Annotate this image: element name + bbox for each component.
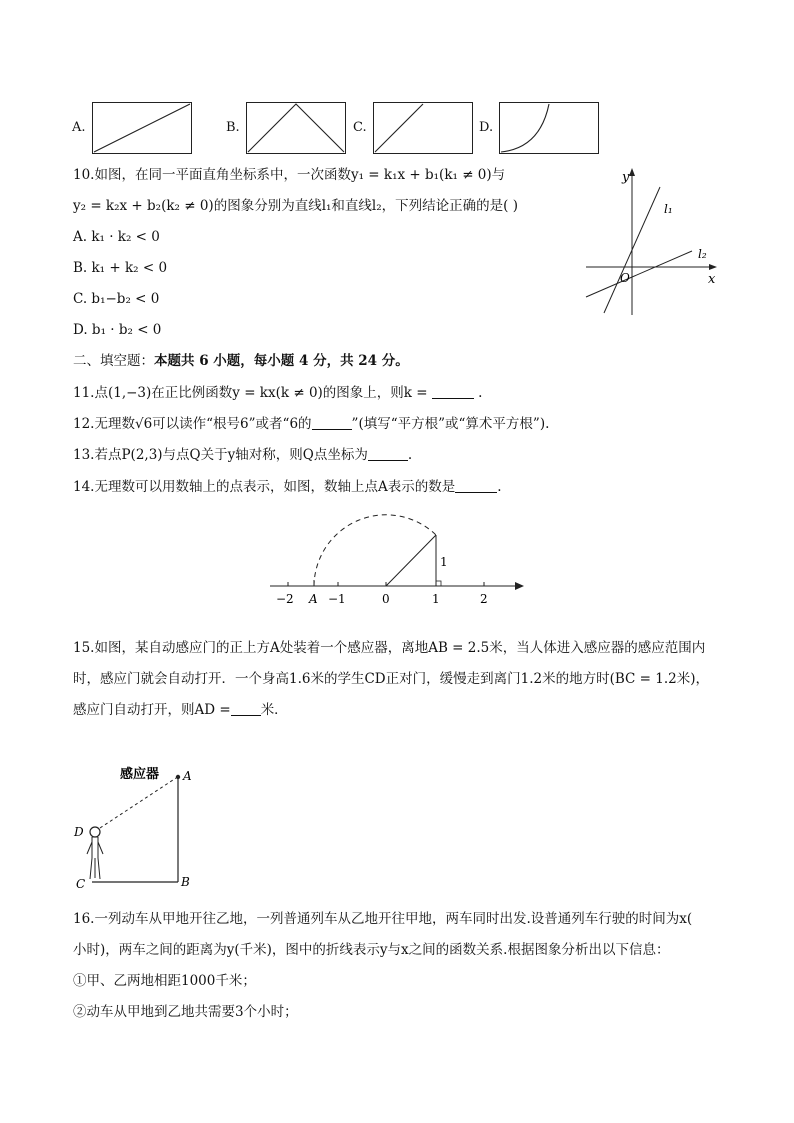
q14-end: . (497, 479, 502, 495)
option-d-graph (499, 102, 599, 154)
q14-tick-neg2: −2 (276, 592, 294, 606)
option-c-label: C. (353, 120, 367, 135)
q14-tick-1: 1 (432, 592, 440, 606)
q12-text: 12.无理数√6可以读作“根号6”或者“6的 (73, 416, 312, 432)
q11-text: 11.点(1,−3)在正比例函数y = kx(k ≠ 0)的图象上，则k = (73, 385, 432, 401)
q13 (73, 446, 412, 464)
q15-label-c: C (76, 877, 86, 891)
q15-blank[interactable] (231, 701, 261, 716)
q15-label-d: D (74, 825, 84, 839)
q14-tick-neg1: −1 (328, 592, 346, 606)
q10-x-label: x (708, 272, 716, 287)
q16-item1: ①甲、乙两地相距1000千米； (73, 973, 256, 989)
q10-line1: 10.如图，在同一平面直角坐标系中，一次函数y₁ = k₁x + b₁(k₁ ≠ 0)与 (73, 167, 506, 183)
q13-end: . (407, 447, 413, 463)
q16-line2: 小时)，两车之间的距离为y(千米)，图中的折线表示y与x之间的函数关系.根据图象分析出以下信息： (73, 942, 670, 958)
q16-line1: 16.一列动车从甲地开往乙地，一列普通列车从乙地开往甲地，两车同时出发.设普通列车行驶的时间为x( (73, 911, 693, 927)
q10-choice-a: A. k₁ · k₂ < 0 (73, 229, 160, 245)
q10-choice-d: D. b₁ · b₂ < 0 (73, 322, 162, 338)
q11-blank[interactable] (432, 384, 474, 399)
option-d-label: D. (479, 120, 494, 135)
q14-text: 14.无理数可以用数轴上的点表示，如图，数轴上点A表示的数是 (73, 479, 456, 495)
q15-unit: 米． (260, 702, 288, 718)
q11-end: . (473, 385, 483, 401)
option-a-graph (92, 102, 192, 154)
q14-number-line-figure (262, 500, 532, 610)
q13-text: 13.若点P(2,3)与点Q关于y轴对称，则Q点坐标为 (73, 447, 368, 463)
q10-origin-label: O (620, 271, 630, 285)
q14 (73, 478, 502, 496)
q15-line1: 15.如图，某自动感应门的正上方A处装着一个感应器，离地AB = 2.5米，当人体进入感应器的感应范围内 (73, 640, 706, 656)
q14-tick-0: 0 (382, 592, 390, 606)
q15-sensor-figure (70, 760, 210, 895)
q12-blank[interactable] (312, 415, 352, 430)
section2-heading (73, 352, 409, 370)
q10-line2: y₂ = k₂x + b₂(k₂ ≠ 0)的图象分别为直线l₁和直线l₂，下列结论正确的是( ) (73, 198, 518, 214)
q14-height-label: 1 (440, 555, 448, 569)
q15-label-b: B (181, 875, 190, 889)
q15-label-a: A (183, 769, 192, 783)
q14-tick-2: 2 (480, 592, 488, 606)
q12-end: ”(填写“平方根”或“算术平方根”). (351, 416, 550, 432)
q10-l2-label: l₂ (698, 247, 707, 261)
q13-blank[interactable] (368, 446, 408, 461)
q12 (73, 415, 549, 433)
q11 (73, 384, 482, 402)
q10-y-label: y (622, 170, 630, 185)
q10-l1-label: l₁ (664, 202, 673, 216)
q10-choice-b: B. k₁ + k₂ < 0 (73, 260, 168, 276)
option-a-label: A. (72, 120, 86, 135)
q14-blank[interactable] (455, 478, 497, 493)
q10-coordinate-graph (580, 165, 720, 320)
section2-text: 本题共 6 小题，每小题 4 分，共 24 分。 (154, 353, 409, 369)
option-b-graph (246, 102, 346, 154)
section2-prefix: 二、填空题： (73, 353, 154, 369)
q15-line2: 时，感应门就会自动打开．一个身高1.6米的学生CD正对门，缓慢走到离门1.2米的地方时(BC = 1.2米)， (73, 671, 709, 687)
q15-sensor-label: 感应器 (120, 767, 160, 782)
q15-line3 (73, 701, 288, 719)
option-c-graph (373, 102, 473, 154)
q10-choice-c: C. b₁−b₂ < 0 (73, 291, 160, 307)
q14-tick-a: A (309, 592, 318, 606)
option-b-label: B. (226, 120, 240, 135)
q15-line3-text: 感应门自动打开，则AD = (73, 702, 231, 718)
q16-item2: ②动车从甲地到乙地共需要3个小时； (73, 1004, 298, 1020)
